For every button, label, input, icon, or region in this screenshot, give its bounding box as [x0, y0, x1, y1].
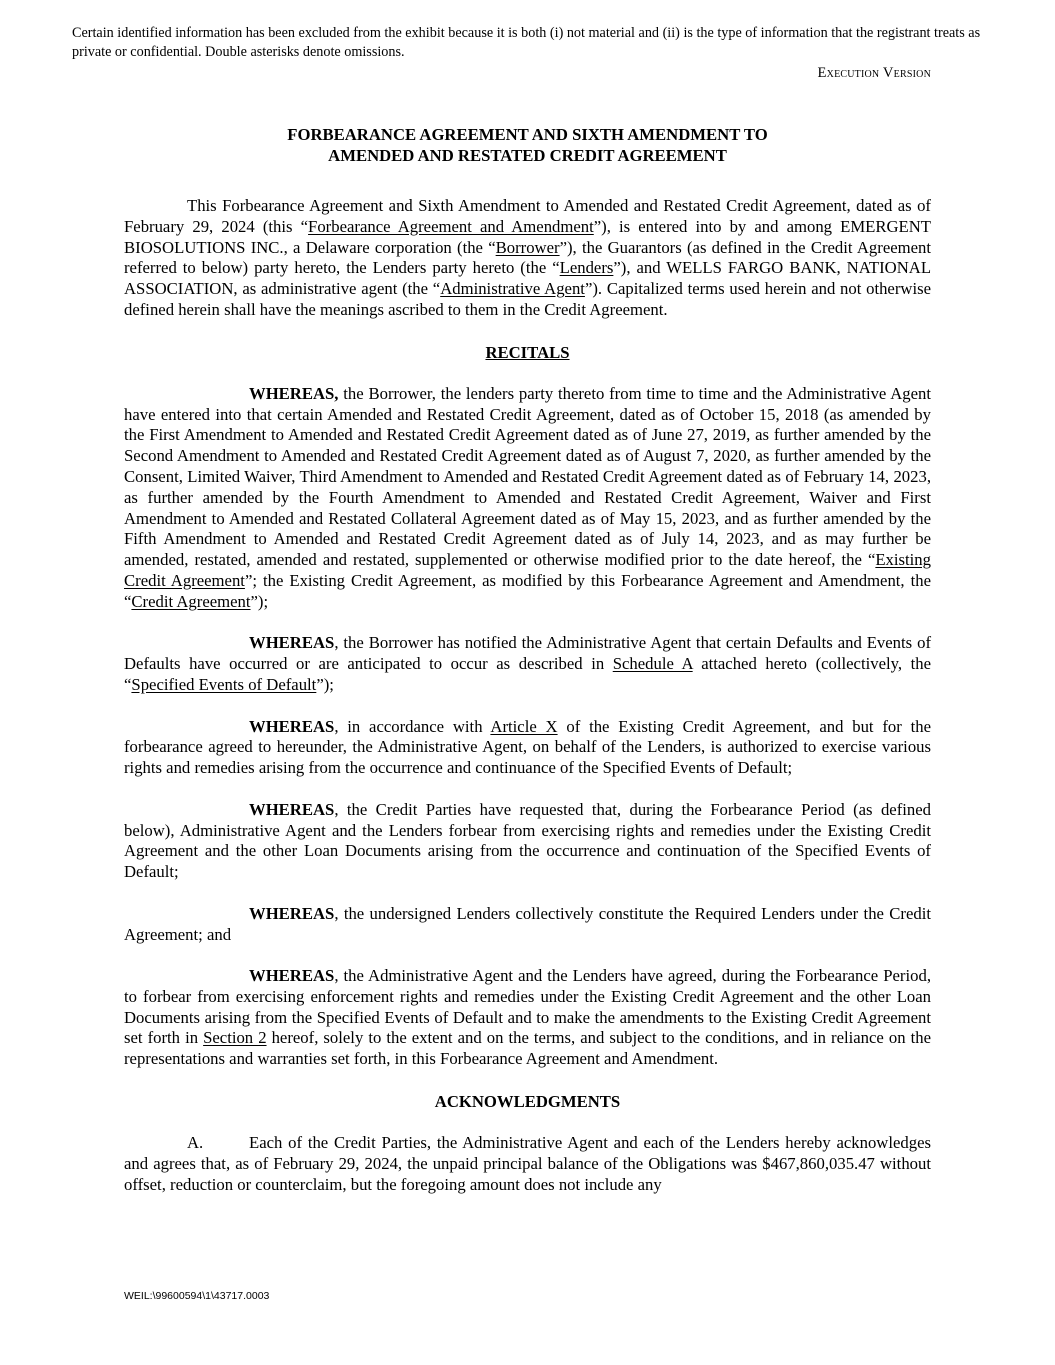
- document-id-footer: WEIL:\99600594\1\43717.0003: [124, 1290, 270, 1302]
- intro-text: ”), is entered into by and among EMERGENT BIOSOLUTIONS INC., a Delaware corporation (the “: [124, 216, 931, 257]
- defined-term: Borrower: [495, 237, 560, 257]
- section-reference: Section 2: [203, 1028, 267, 1048]
- acknowledgment-paragraph: [124, 1133, 931, 1195]
- recital-paragraph: [124, 717, 931, 779]
- intro-text: This Forbearance Agreement and Sixth Amendment to Amended and Restated Credit Agreement, dated as of February 29, 2024 (this “: [124, 196, 931, 236]
- recital-paragraph: [124, 384, 931, 613]
- acknowledgment-text: Each of the Credit Parties, the Administrative Agent and each of the Lenders hereby acknowledges and agrees that, as of February 29, 2024, the unpaid principal balance of the Obligations was $467,860,035.47 without offset, reduction or counterclaim, but the foregoing amount does not include any: [124, 1133, 931, 1194]
- intro-text: ”). Capitalized terms used herein and not otherwise defined herein shall have the meanings ascribed to them in the Credit Agreement.: [124, 279, 931, 319]
- intro-text: ”), the Guarantors (as defined in the Credit Agreement referred to below) party hereto, the Lenders party hereto (the “: [124, 237, 931, 278]
- recital-text: , the Credit Parties have requested that, during the Forbearance Period (as defined below), Administrative Agent and the Lenders forbear from exercising rights and remedies under the Existing Credit Agreement and the other Loan Documents arising from the occurrence and continuation of the Specified Events of Default;: [124, 799, 931, 882]
- recital-text: the Borrower, the lenders party thereto from time to time and the Administrative Agent have entered into that certain Amended and Restated Credit Agreement, dated as of October 15, 2018 (as amended by the First Amendment to Amended and Restated Credit Agreement dated as of June 27, 2019, as further amended by the Second Amendment to Amended and Restated Credit Agreement dated as of August 7, 2020, as further amended by the Consent, Limited Waiver, Third Amendment to Amended and Restated Credit Agreement dated as of February 14, 2023, as further amended by the Fourth Amendment to Amended and Restated Credit Agreement, Waiver and First Amendment to Amended and Restated Collateral Agreement dated as of May 15, 2023, and as further amended by the Fifth Amendment to Amended and Restated Credit Agreement dated as of July 14, 2023, and as may further be amended, restated, amended and restated, supplemented or otherwise modified prior to the date hereof, the “: [124, 383, 931, 570]
- recital-text: , in accordance with: [334, 716, 491, 736]
- document-title: [124, 124, 931, 166]
- whereas-lead: WHEREAS: [249, 633, 335, 653]
- recitals-heading-text: RECITALS: [485, 342, 570, 362]
- recitals-heading: [124, 342, 931, 363]
- whereas-lead: WHEREAS: [249, 716, 335, 736]
- recital-paragraph: [124, 633, 931, 695]
- title-line-1: FORBEARANCE AGREEMENT AND SIXTH AMENDMENT TO: [287, 125, 768, 144]
- recital-text: of the Existing Credit Agreement, and but for the forbearance agreed to hereunder, the Administrative Agent, on behalf of the Lenders, is authorized to exercise various rights and remedies arising from the occurrence and continuance of the Specified Events of Default;: [124, 716, 931, 778]
- intro-text: ”), and WELLS FARGO BANK, NATIONAL ASSOCIATION, as administrative agent (the “: [124, 258, 932, 299]
- document-body: [124, 124, 931, 1195]
- defined-term: Article X: [490, 716, 558, 736]
- defined-term: Specified Events of Default: [131, 674, 317, 694]
- defined-term: Lenders: [559, 258, 614, 278]
- whereas-lead: WHEREAS: [249, 799, 335, 819]
- defined-term: Forbearance Agreement and Amendment: [308, 216, 594, 236]
- recital-text: , the Administrative Agent and the Lenders have agreed, during the Forbearance Period, to forbear from exercising enforcement rights and remedies under the Existing Credit Agreement and the other Loan Documents arising from the Specified Events of Default and to make the amendments to the Existing Credit Agreement set forth in: [124, 966, 931, 1048]
- recital-text: ”; the Existing Credit Agreement, as modified by this Forbearance Agreement and Amendment, the “: [124, 570, 932, 611]
- recital-paragraph: [124, 966, 931, 1070]
- defined-term: Credit Agreement: [131, 591, 251, 611]
- recital-text: hereof, solely to the extent and on the terms, and subject to the conditions, and in reliance on the representations and warranties set forth, in this Forbearance Agreement and Amendment.: [124, 1028, 931, 1069]
- confidentiality-notice: Certain identified information has been excluded from the exhibit because it is both (i) not material and (ii) is the type of information that the registrant treats as private or confidential. Double asterisks denote omissions.: [72, 25, 981, 60]
- title-line-2: AMENDED AND RESTATED CREDIT AGREEMENT: [328, 146, 727, 165]
- whereas-lead: WHEREAS: [249, 966, 335, 986]
- defined-term: Administrative Agent: [440, 279, 585, 299]
- recital-text: , the Borrower has notified the Administrative Agent that certain Defaults and Events of Defaults have occurred or are anticipated to occur as described in: [124, 633, 931, 674]
- acknowledgments-heading: ACKNOWLEDGMENTS: [434, 1092, 621, 1112]
- intro-paragraph: [124, 196, 931, 321]
- whereas-lead: WHEREAS: [249, 903, 335, 923]
- recital-text: , the undersigned Lenders collectively constitute the Required Lenders under the Credit Agreement; and: [124, 903, 931, 944]
- defined-term: Existing Credit Agreement: [124, 550, 931, 590]
- recital-text: ”);: [316, 674, 334, 694]
- whereas-lead: WHEREAS,: [249, 383, 339, 403]
- recital-text: attached hereto (collectively, the “: [124, 654, 931, 694]
- defined-term: Schedule A: [612, 654, 693, 674]
- recital-text: ”);: [250, 591, 269, 611]
- recital-paragraph: [124, 800, 931, 883]
- execution-version-label: Execution Version: [817, 65, 931, 81]
- recital-paragraph: [124, 904, 931, 946]
- paragraph-number: A.: [187, 1133, 204, 1153]
